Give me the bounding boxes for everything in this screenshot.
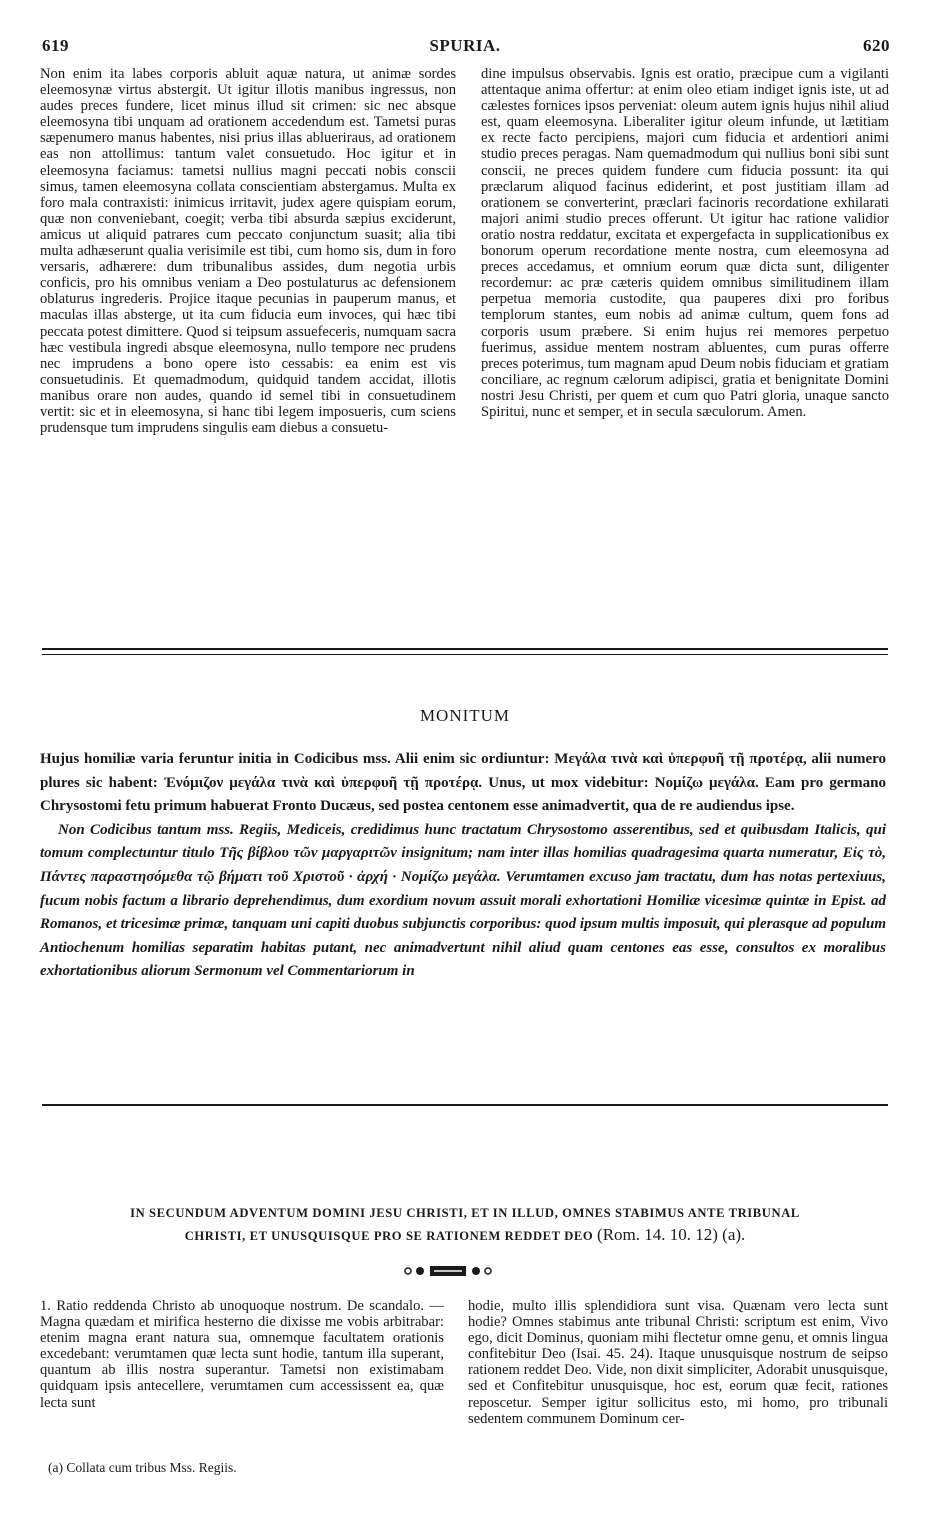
sermon-right-text: hodie, multo illis splendidiora sunt visa. Quænam vero lecta sunt hodie? Omnes stabimus ante tribunal Christi: scriptum est enim, Vivo ego, dicit Dominus, quoniam mihi flectetur omne genu, et omnis lingua confitebitur Deo (Isai. 45. 24). Itaque unusquisque nostrum de seipso rationem reddet Deo. Vide, non dixit simpliciter, Adorabit unusquisque, sed et Confitebitur unusquisque, hoc est, eorum quæ fecit, rationes reposcetur. Semper igitur sollicitus esto, mi homo, pro tribunali sedentem communem Dominum cer- — [468, 1298, 888, 1427]
page-number-right: 620 — [863, 36, 890, 55]
sermon-title-reference: (Rom. 14. 10. 12) (a). — [597, 1225, 746, 1244]
sermon-title-line-2 — [30, 1224, 900, 1247]
right-column — [481, 66, 889, 420]
running-title: SPURIA. — [429, 36, 501, 55]
sermon-right-column — [468, 1298, 888, 1427]
monitum-body — [40, 748, 886, 984]
sermon-left-column — [40, 1298, 444, 1411]
double-rule-bottom — [42, 654, 888, 655]
footnote: (a) Collata cum tribus Mss. Regiis. — [48, 1460, 237, 1475]
double-rule-top — [42, 648, 888, 650]
sermon-title-line-1: IN SECUNDUM ADVENTUM DOMINI JESU CHRISTI, ET IN ILLUD, OMNES STABIMUS ANTE TRIBUNAL — [130, 1206, 800, 1220]
left-column — [40, 66, 456, 436]
sermon-title-caps: CHRISTI, ET UNUSQUISQUE PRO SE RATIONEM REDDET DEO — [184, 1229, 594, 1243]
monitum-paragraph-2: Non Codicibus tantum mss. Regiis, Mediceis, credidimus hunc tractatum Chrysostomo asserentibus, sed et quibusdam Italicis, qui tomum complectuntur titulo Τῆς βίβλου τῶν μαργαριτῶν insignitum; nam inter illas homilias quadragesima quarta numeratur, Εἰς τὸ, Πάντες παραστησόμεθα τῷ βήματι τοῦ Χριστοῦ · ἀρχή · Νομίζω μεγάλα. Verumtamen excuso jam tractatu, dum has notas pertexiuus, fucum nobis factum a librario deprehendimus, dum exordium novum assuit morali exhortationi Homiliæ vicesimæ quintæ in Epist. ad Romanos, et tricesimæ primæ, tanquam uni capiti duobus subjunctis corporibus: quod ipsum multis imposuit, qui plerasque ad populum Antiochenum homilias separatim habitas putant, nec animadvertunt nihil aliud quam centones eas esse, consultos ex moralibus exhortationibus aliorum Sermonum vel Commentariorum in — [40, 821, 886, 980]
left-column-text: Non enim ita labes corporis abluit aquæ natura, ut animæ sordes eleemosynæ virtus abstergit. Ut igitur illotis manibus ingressus, non audes preces fundere, licet minus illud sit crimen: sic nec absque eleemosyna tibi unquam ad orationem accedendum est. Tametsi puras sæpenumero manus habentes, nisi prius illas ablueriraus, ad orationem eas non attollimus: tantum valet consuetudo. Hoc igitur et in eleemosyna faciamus: tametsi nullius magni peccati nobis conscii simus, tamen eleemosyna collata conscientiam abstergamus. Multa ex foro mala contraxisti: inimicus irritavit, judex agere quispiam eorum, quæ non conveniebant, coegit; verba tibi absurda sæpius exciderunt, amicus ut aliquid patrares cum peccato conjunctum suasit; alia tibi multa adhæserunt qualia verisimile est tibi, cum homo sis, dum in foro versaris, adhærere: dum tribunalibus assides, dum negotia urbis conficis, pro his omnibus veniam a Deo postulaturus ac defensionem oblaturus ingrederis. Projice itaque pecunias in pauperum manus, et maculas illas absterge, ut ita cum fiducia eum invoces, qui hæc tibi peccata potest dimittere. Quod si teipsum assuefeceris, numquam sacra hæc vestibula ingredi absque eleemosyna, nullo tempore nec prudens nec imprudens a bono opere isto cessabis: ea enim est vis consuetudinis. Et quemadmodum, quidquid tandem accidat, illotis manibus orare non audes, quando id semel tibi in consuetudinem vertit: sic et in eleemosyna, si hanc tibi legem imposueris, cum sciens prudensque tum imprudens singulis eam diebus a consuetu- — [40, 66, 456, 437]
monitum-title: MONITUM — [419, 706, 511, 725]
sermon-left-text: 1. Ratio reddenda Christo ab unoquoque nostrum. De scandalo. — Magna quædam et mirifica hesterno die dixisse me vobis arbitrabar: etenim magna erant natura sua, omnemque facultatem orationis excedebant: verumtamen quæ lecta sunt hodie, tantum illa superant, quantum ab illis nostra superantur. Tametsi non existimabam quidquam ipsis antecellere, verumtamen cum accessissent ea, quæ lecta sunt — [40, 1298, 444, 1411]
right-column-text: dine impulsus observabis. Ignis est oratio, præcipue cum a vigilanti attentaque anima offertur: at enim oleo etiam indiget ignis iste, ut ad cælestes fornices ipsos perveniat: oleum autem ignis hujus nihil aliud est, quam eleemosyna. Liberaliter igitur oleum infunde, ut lætitiam ex recte facto percipiens, majori cum fiducia et ardentiori animi studio preces peragas. Nam quemadmodum qui nullius boni sibi sunt conscii, ne preces quidem fundere cum fiducia possunt: ita qui præclarum aliquod facinus ediderint, et post justitiam illam ad orationem se converterint, præclari facinoris recordatione exhilarati majori animi studio preces offerunt. Ut igitur hac ratione validior oratio nostra reddatur, excitata et expergefacta in supplicationibus ex bonorum operum recordatione mente nostra, cum eleemosyna ad preces accedamus, et omnium eorum quæ dicta sunt, diligenter recordemur: ac præ cæteris quidem omnibus similitudinem illam perpetua memoria custodite, qua pauperes dixi pro foribus templorum stantes, eum nobis ad animæ cultum, quem fons ad corporis usum præbere. Si enim hujus rei memores perpetuo fuerimus, assidue mentem nostram abluentes, cum puras offerre preces poterimus, tum magnam apud Deum nobis fiduciam et gratiam conciliare, ac regnum cælorum adipisci, gratia et benignitate Domini nostri Jesu Christi, per quem et cum quo Patri gloria, unaque sancto Spiritui, nunc et semper, et in secula sæculorum. Amen. — [481, 66, 889, 420]
page-number-left: 619 — [42, 36, 69, 55]
monitum-paragraph-1: Hujus homiliæ varia feruntur initia in Codicibus mss. Alii enim sic ordiuntur: Μεγάλα τινὰ καὶ ὑπερφυῆ τῇ προτέρᾳ, alii numero plures sic habent: Ἐνόμιζον μεγάλα τινὰ καὶ ὑπερφυῆ τῇ προτέρᾳ. Unus, ut mox videbitur: Νομίζω μεγάλα. Eam pro germano Chrysostomi fetu primum habuerat Fronto Ducæus, sed postea centonem esse animadvertit, qua de re audiendus ipse. — [40, 751, 886, 815]
sermon-title — [30, 1202, 900, 1247]
ornament-icon — [400, 1264, 496, 1278]
section-rule — [42, 1104, 888, 1106]
